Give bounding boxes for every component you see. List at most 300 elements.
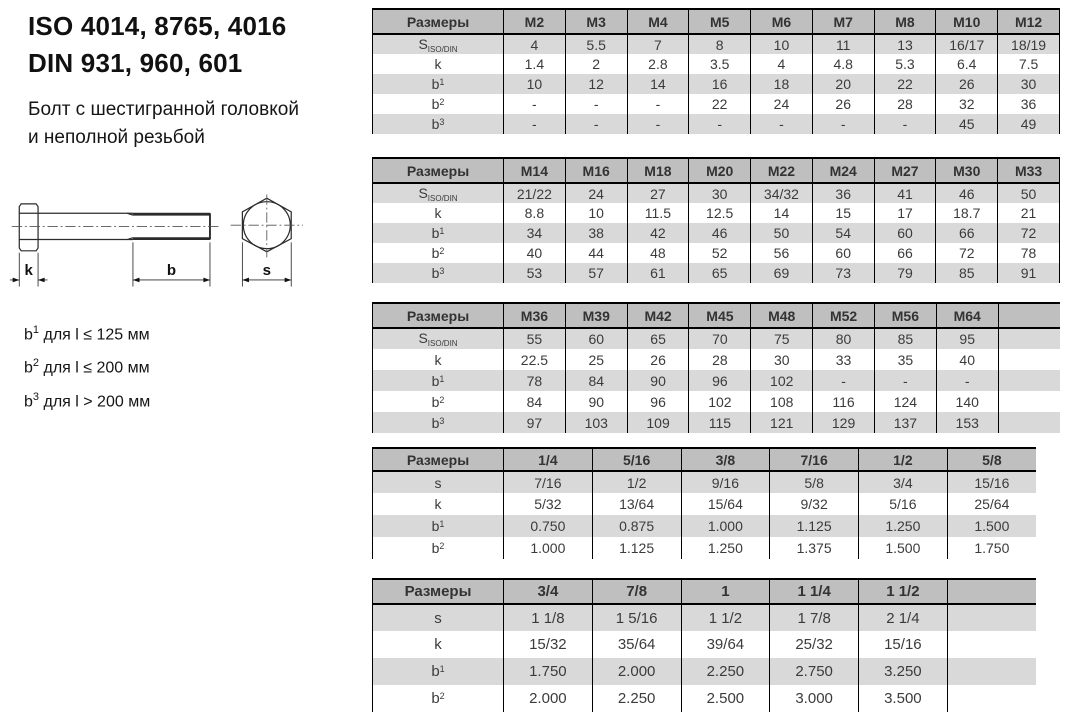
cell: -: [504, 94, 566, 114]
cell: 27: [627, 183, 689, 203]
cell: 2.750: [770, 658, 859, 685]
table-m14-m33: [372, 157, 1060, 283]
col-header-M42: M42: [627, 303, 689, 328]
cell: 32: [936, 94, 998, 114]
cell: -: [627, 114, 689, 134]
subtitle-line-1: Болт с шестигранной головкой: [28, 99, 299, 120]
row-label: $b^2$: [373, 94, 504, 114]
col-header-M4: M4: [627, 9, 689, 34]
cell: -: [565, 114, 627, 134]
cell: 4.8: [812, 54, 874, 74]
table-row: [373, 74, 1060, 94]
row-label: $S_{ISO/DIN}$: [373, 328, 504, 349]
cell: [998, 328, 1060, 349]
table-inch-large: [372, 578, 1036, 712]
cell: 46: [936, 183, 998, 203]
table-row: [373, 537, 1037, 559]
table-m36-m64: [372, 302, 1060, 433]
cell: 12.5: [689, 203, 751, 223]
cell: 75: [751, 328, 813, 349]
cell: 25/32: [770, 631, 859, 658]
cell: [998, 349, 1060, 370]
row-label: $b^2$: [373, 243, 504, 263]
col-header-M56: M56: [874, 303, 936, 328]
cell: 2: [565, 54, 627, 74]
cell: 1.375: [770, 537, 859, 559]
cell: 73: [812, 263, 874, 283]
cell: 1.250: [859, 515, 948, 537]
cell: 60: [812, 243, 874, 263]
cell: 1.125: [770, 515, 859, 537]
col-header-empty: [947, 579, 1036, 604]
cell: 1.000: [681, 515, 770, 537]
bolt-side-view: [19, 204, 210, 251]
col-header-M10: M10: [936, 9, 998, 34]
row-label: $S_{ISO/DIN}$: [373, 34, 504, 54]
cell: 70: [689, 328, 751, 349]
cell: 49: [998, 114, 1060, 134]
cell: 57: [565, 263, 627, 283]
cell: 11.5: [627, 203, 689, 223]
table-row: [373, 493, 1037, 515]
cell: 34: [504, 223, 566, 243]
cell: 56: [751, 243, 813, 263]
cell: 1 7/8: [770, 604, 859, 631]
cell: 40: [504, 243, 566, 263]
table-row: [373, 328, 1061, 349]
page-subtitle: [28, 96, 299, 152]
cell: 39/64: [681, 631, 770, 658]
table-row: [373, 370, 1061, 391]
cell: 3/4: [859, 471, 948, 493]
cell: 65: [627, 328, 689, 349]
cell: 1.500: [859, 537, 948, 559]
cell: 15/16: [859, 631, 948, 658]
cell: 124: [874, 391, 936, 412]
col-header-empty: [998, 303, 1060, 328]
cell: 24: [565, 183, 627, 203]
cell: 1.250: [681, 537, 770, 559]
cell: 10: [565, 203, 627, 223]
table-row: [373, 631, 1037, 658]
cell: 46: [689, 223, 751, 243]
cell: -: [504, 114, 566, 134]
cell: 102: [689, 391, 751, 412]
cell: -: [565, 94, 627, 114]
arrow-b-right: [203, 278, 210, 283]
cell: -: [812, 114, 874, 134]
cell: 6.4: [936, 54, 998, 74]
table-row: [373, 515, 1037, 537]
cell: 7: [627, 34, 689, 54]
subtitle-line-2: и неполной резьбой: [28, 127, 205, 148]
cell: 137: [874, 412, 936, 433]
cell: 5.3: [874, 54, 936, 74]
page-title: [28, 8, 286, 82]
cell: 44: [565, 243, 627, 263]
cell: [947, 658, 1036, 685]
footnotes: [24, 316, 150, 416]
row-label: $b^1$: [373, 223, 504, 243]
row-label: k: [373, 54, 504, 74]
row-label: $b^1$: [373, 74, 504, 94]
cell: 21/22: [504, 183, 566, 203]
row-label: $b^1$: [373, 515, 504, 537]
cell: 21: [998, 203, 1060, 223]
col-header-M45: M45: [689, 303, 751, 328]
cell: 38: [565, 223, 627, 243]
col-header-7-8: 7/8: [592, 579, 681, 604]
row-label: $b^1$: [373, 658, 504, 685]
cell: 84: [565, 370, 627, 391]
cell: [998, 370, 1060, 391]
cell: 103: [565, 412, 627, 433]
cell: 66: [874, 243, 936, 263]
col-header-5-8: 5/8: [947, 448, 1036, 471]
col-header-M52: M52: [813, 303, 875, 328]
col-header-M27: M27: [874, 158, 936, 183]
cell: 36: [998, 94, 1060, 114]
cell: 25: [565, 349, 627, 370]
cell: 22: [874, 74, 936, 94]
table-row: [373, 412, 1061, 433]
cell: 129: [813, 412, 875, 433]
cell: 34/32: [751, 183, 813, 203]
b-dimension-label: b: [166, 262, 177, 280]
cell: 2.500: [681, 685, 770, 712]
arrow-k-left: [13, 278, 20, 283]
col-header-1-1-4: 1 1/4: [770, 579, 859, 604]
row-label: $b^2$: [373, 391, 504, 412]
cell: 13/64: [592, 493, 681, 515]
col-header-5-16: 5/16: [592, 448, 681, 471]
cell: -: [874, 114, 936, 134]
corner-header: Размеры: [373, 448, 504, 471]
cell: 90: [565, 391, 627, 412]
col-header-M7: M7: [812, 9, 874, 34]
k-dimension-label: k: [24, 262, 33, 280]
cell: -: [751, 114, 813, 134]
cell: 2.250: [592, 685, 681, 712]
cell: 14: [627, 74, 689, 94]
cell: 66: [936, 223, 998, 243]
cell: 72: [998, 223, 1060, 243]
cell: 14: [751, 203, 813, 223]
table-row: [373, 94, 1060, 114]
cell: 1 5/16: [592, 604, 681, 631]
cell: 1.125: [592, 537, 681, 559]
row-label: $S_{ISO/DIN}$: [373, 183, 504, 203]
corner-header: Размеры: [373, 579, 504, 604]
cell: 4: [751, 54, 813, 74]
cell: 54: [812, 223, 874, 243]
cell: -: [874, 370, 936, 391]
cell: 1 1/8: [504, 604, 593, 631]
arrow-s-left: [242, 278, 249, 283]
cell: 50: [998, 183, 1060, 203]
table-row: [373, 471, 1037, 493]
cell: 15/16: [947, 471, 1036, 493]
col-header-M3: M3: [565, 9, 627, 34]
cell: 2.000: [504, 685, 593, 712]
cell: 2.8: [627, 54, 689, 74]
cell: 22: [689, 94, 751, 114]
cell: 0.875: [592, 515, 681, 537]
row-label: s: [373, 471, 504, 493]
row-label: k: [373, 349, 504, 370]
cell: 96: [627, 391, 689, 412]
cell: 7/16: [504, 471, 593, 493]
col-header-1: 1: [681, 579, 770, 604]
cell: 78: [504, 370, 566, 391]
col-header-M8: M8: [874, 9, 936, 34]
cell: 15/32: [504, 631, 593, 658]
cell: 116: [813, 391, 875, 412]
cell: 45: [936, 114, 998, 134]
cell: [947, 631, 1036, 658]
cell: 7.5: [998, 54, 1060, 74]
table-m2-m12: [372, 8, 1060, 134]
cell: 25/64: [947, 493, 1036, 515]
cell: 18.7: [936, 203, 998, 223]
cell: 2 1/4: [859, 604, 948, 631]
arrow-k-right: [38, 278, 45, 283]
footnote-b1: $b^1$ для l ≤ 125 мм: [24, 324, 150, 344]
corner-header: Размеры: [373, 303, 504, 328]
col-header-M39: M39: [565, 303, 627, 328]
cell: 60: [874, 223, 936, 243]
cell: 33: [813, 349, 875, 370]
cell: 10: [751, 34, 813, 54]
cell: 35: [874, 349, 936, 370]
col-header-1-1-2: 1 1/2: [859, 579, 948, 604]
corner-header: Размеры: [373, 158, 504, 183]
cell: 28: [874, 94, 936, 114]
table-m2-m12: [372, 8, 1060, 134]
cell: 79: [874, 263, 936, 283]
col-header-M30: M30: [936, 158, 998, 183]
col-header-1-2: 1/2: [859, 448, 948, 471]
bolt-diagram: [8, 192, 318, 304]
cell: 12: [565, 74, 627, 94]
cell: 48: [627, 243, 689, 263]
row-label: $b^2$: [373, 537, 504, 559]
title-line-din: DIN 931, 960, 601: [28, 48, 243, 78]
cell: 26: [936, 74, 998, 94]
col-header-3-8: 3/8: [681, 448, 770, 471]
cell: 22.5: [504, 349, 566, 370]
cell: 8: [689, 34, 751, 54]
cell: 2.250: [681, 658, 770, 685]
cell: 5/32: [504, 493, 593, 515]
cell: 16: [689, 74, 751, 94]
col-header-M48: M48: [751, 303, 813, 328]
table-row: [373, 604, 1037, 631]
cell: -: [813, 370, 875, 391]
cell: 85: [874, 328, 936, 349]
row-label: $b^2$: [373, 685, 504, 712]
cell: 1.750: [504, 658, 593, 685]
cell: 1.000: [504, 537, 593, 559]
cell: [947, 685, 1036, 712]
cell: 3.5: [689, 54, 751, 74]
table-row: [373, 263, 1060, 283]
cell: 15/64: [681, 493, 770, 515]
col-header-3-4: 3/4: [504, 579, 593, 604]
cell: 91: [998, 263, 1060, 283]
col-header-M5: M5: [689, 9, 751, 34]
cell: 102: [751, 370, 813, 391]
cell: 96: [689, 370, 751, 391]
cell: 52: [689, 243, 751, 263]
cell: 3.250: [859, 658, 948, 685]
col-header-M33: M33: [998, 158, 1060, 183]
cell: 95: [936, 328, 998, 349]
table-row: [373, 658, 1037, 685]
table-row: [373, 223, 1060, 243]
col-header-M20: M20: [689, 158, 751, 183]
cell: 28: [689, 349, 751, 370]
row-label: s: [373, 604, 504, 631]
cell: 72: [936, 243, 998, 263]
col-header-M36: M36: [504, 303, 566, 328]
s-dimension-label: s: [262, 262, 271, 280]
cell: 53: [504, 263, 566, 283]
cell: 35/64: [592, 631, 681, 658]
col-header-M16: M16: [565, 158, 627, 183]
col-header-7-16: 7/16: [770, 448, 859, 471]
col-header-M14: M14: [504, 158, 566, 183]
cell: 16/17: [936, 34, 998, 54]
cell: 36: [812, 183, 874, 203]
table-inch-small: [372, 447, 1036, 559]
col-header-M24: M24: [812, 158, 874, 183]
col-header-M6: M6: [751, 9, 813, 34]
cell: 109: [627, 412, 689, 433]
row-label: $b^1$: [373, 370, 504, 391]
row-label: k: [373, 631, 504, 658]
cell: 0.750: [504, 515, 593, 537]
col-header-M22: M22: [751, 158, 813, 183]
cell: 24: [751, 94, 813, 114]
row-label: $b^3$: [373, 263, 504, 283]
cell: 80: [813, 328, 875, 349]
col-header-M2: M2: [504, 9, 566, 34]
cell: 108: [751, 391, 813, 412]
cell: 2.000: [592, 658, 681, 685]
cell: 140: [936, 391, 998, 412]
corner-header: Размеры: [373, 9, 504, 34]
table-row: [373, 349, 1061, 370]
table-row: [373, 34, 1060, 54]
cell: 13: [874, 34, 936, 54]
row-label: $b^3$: [373, 412, 504, 433]
cell: 153: [936, 412, 998, 433]
cell: -: [627, 94, 689, 114]
cell: 4: [504, 34, 566, 54]
col-header-M12: M12: [998, 9, 1060, 34]
cell: 11: [812, 34, 874, 54]
cell: 42: [627, 223, 689, 243]
cell: 30: [689, 183, 751, 203]
row-label: $b^3$: [373, 114, 504, 134]
cell: 1.4: [504, 54, 566, 74]
table-m36-m64: [372, 302, 1060, 433]
cell: 30: [751, 349, 813, 370]
cell: 60: [565, 328, 627, 349]
cell: 78: [998, 243, 1060, 263]
cell: 1/2: [592, 471, 681, 493]
cell: [998, 391, 1060, 412]
arrow-b-left: [133, 278, 140, 283]
cell: 1.500: [947, 515, 1036, 537]
cell: 5.5: [565, 34, 627, 54]
title-line-iso: ISO 4014, 8765, 4016: [28, 11, 287, 41]
table-row: [373, 183, 1060, 203]
cell: 61: [627, 263, 689, 283]
cell: 55: [504, 328, 566, 349]
cell: 90: [627, 370, 689, 391]
table-m14-m33: [372, 157, 1060, 283]
cell: 41: [874, 183, 936, 203]
cell: 5/8: [770, 471, 859, 493]
table-row: [373, 243, 1060, 263]
cell: 1.750: [947, 537, 1036, 559]
cell: 17: [874, 203, 936, 223]
cell: 84: [504, 391, 566, 412]
table-row: [373, 391, 1061, 412]
cell: 115: [689, 412, 751, 433]
cell: 50: [751, 223, 813, 243]
col-header-M64: M64: [936, 303, 998, 328]
col-header-M18: M18: [627, 158, 689, 183]
cell: 18: [751, 74, 813, 94]
cell: [947, 604, 1036, 631]
cell: 85: [936, 263, 998, 283]
cell: -: [689, 114, 751, 134]
cell: 3.000: [770, 685, 859, 712]
table-inch-quarter-to-fiveeighth: [372, 447, 1036, 559]
col-header-1-4: 1/4: [504, 448, 593, 471]
cell: 121: [751, 412, 813, 433]
cell: 65: [689, 263, 751, 283]
footnote-b2: $b^2$ для l ≤ 200 мм: [24, 357, 150, 377]
cell: 97: [504, 412, 566, 433]
cell: [998, 412, 1060, 433]
cell: 10: [504, 74, 566, 94]
cell: 26: [812, 94, 874, 114]
cell: 8.8: [504, 203, 566, 223]
cell: 18/19: [998, 34, 1060, 54]
cell: 26: [627, 349, 689, 370]
cell: 3.500: [859, 685, 948, 712]
cell: 30: [998, 74, 1060, 94]
table-row: [373, 54, 1060, 74]
table-row: [373, 685, 1037, 712]
cell: 20: [812, 74, 874, 94]
cell: -: [936, 370, 998, 391]
cell: 9/16: [681, 471, 770, 493]
row-label: k: [373, 203, 504, 223]
table-row: [373, 203, 1060, 223]
cell: 69: [751, 263, 813, 283]
footnote-b3: $b^3$ для l > 200 мм: [24, 390, 151, 410]
cell: 40: [936, 349, 998, 370]
arrow-s-right: [285, 278, 292, 283]
cell: 1 1/2: [681, 604, 770, 631]
table-row: [373, 114, 1060, 134]
cell: 9/32: [770, 493, 859, 515]
